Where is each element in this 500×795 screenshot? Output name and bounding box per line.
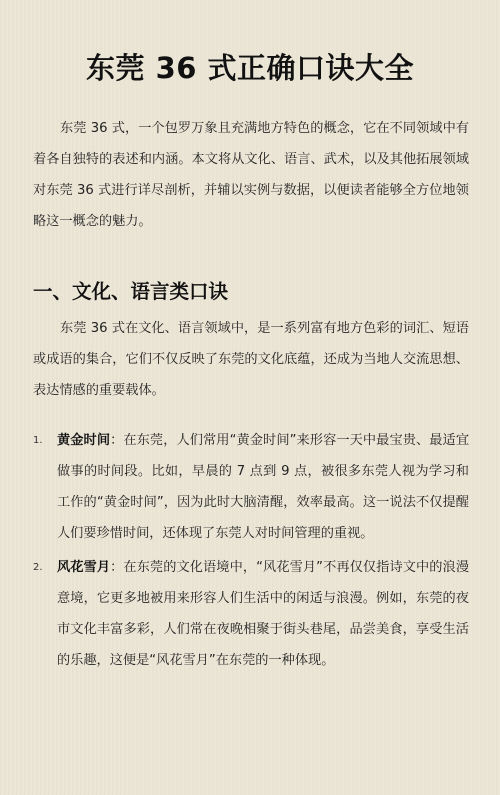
list-number: 2. bbox=[33, 562, 43, 573]
list-term: 黄金时间 bbox=[57, 433, 111, 448]
list-item bbox=[33, 425, 469, 549]
list-text: ：在东莞，人们常用“黄金时间”来形容一天中最宝贵、最适宜做事的时间段。比如，早晨的 7 点到 9 点，被很多东莞人视为学习和工作的“黄金时间”，因为此时大脑清醒，效率最高。这一说法不仅提醒人们要珍惜时间，还体现了东莞人对时间管理的重视。 bbox=[57, 433, 470, 541]
list-term: 风花雪月 bbox=[57, 560, 111, 575]
page-title: 东莞 36 式正确口诀大全 bbox=[85, 51, 415, 85]
list-item bbox=[33, 552, 469, 676]
term-list bbox=[33, 425, 469, 679]
section-heading: 一、文化、语言类口诀 bbox=[33, 280, 229, 303]
list-number: 1. bbox=[33, 435, 43, 446]
section-paragraph: 东莞 36 式在文化、语言领域中，是一系列富有地方色彩的词汇、短语或成语的集合，它们不仅反映了东莞的文化底蕴，还成为当地人交流思想、表达情感的重要载体。 bbox=[33, 321, 469, 398]
list-text: ：在东莞的文化语境中，“风花雪月”不再仅仅指诗文中的浪漫意境，它更多地被用来形容人们生活中的闲适与浪漫。例如，东莞的夜市文化丰富多彩，人们常在夜晚相聚于街头巷尾，品尝美食，享受生活的乐趣，这便是“风花雪月”在东莞的一种体现。 bbox=[57, 560, 470, 668]
intro-paragraph: 东莞 36 式，一个包罗万象且充满地方特色的概念，它在不同领域中有着各自独特的表述和内涵。本文将从文化、语言、武术，以及其他拓展领域对东莞 36 式进行详尽剖析，并辅以实例与数据，以便读者能够全方位地领略这一概念的魅力。 bbox=[33, 121, 469, 229]
